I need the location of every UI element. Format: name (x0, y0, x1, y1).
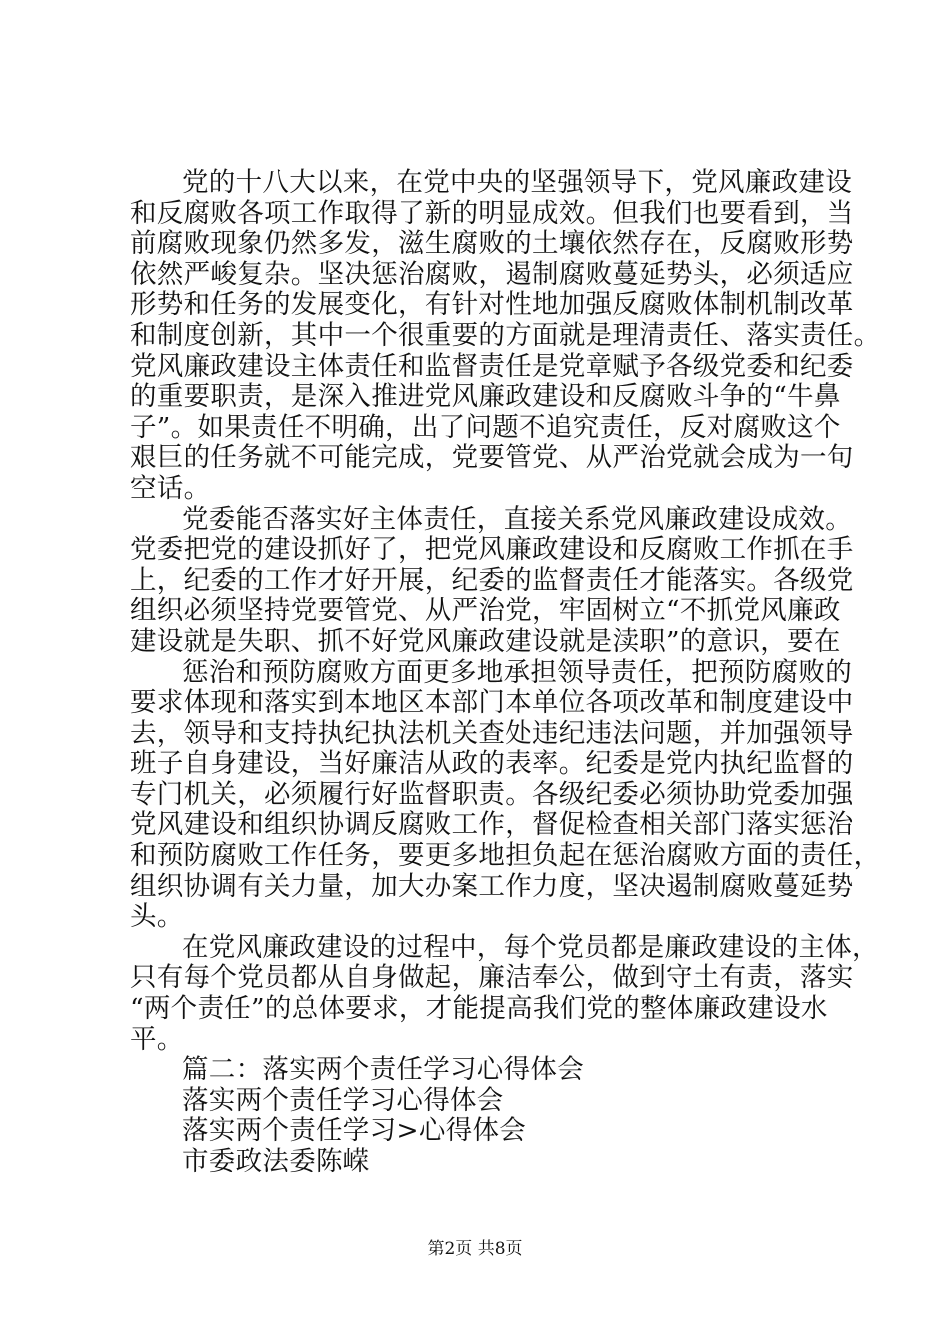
text-line: 和制度创新，其中一个很重要的方面就是理清责任、落实责任。 (130, 319, 881, 351)
text-line: 在党风廉政建设的过程中，每个党员都是廉政建设的主体， (182, 931, 879, 963)
text-line: 子”。如果责任不明确，出了问题不追究责任，反对腐败这个 (130, 411, 841, 443)
text-line: “两个责任”的总体要求，才能提高我们党的整体廉政建设水 (130, 993, 828, 1025)
text-line: 前腐败现象仍然多发，滋生腐败的土壤依然存在，反腐败形势 (130, 228, 854, 260)
text-line: 党委把党的建设抓好了，把党风廉政建设和反腐败工作抓在手 (130, 534, 854, 566)
text-line: 党委能否落实好主体责任，直接关系党风廉政建设成效。 (182, 503, 852, 535)
text-line: 上，纪委的工作才好开展，纪委的监督责任才能落实。各级党 (130, 564, 854, 596)
text-line: 艰巨的任务就不可能完成，党要管党、从严治党就会成为一句 (130, 442, 854, 474)
text-line: 专门机关，必须履行好监督职责。各级纪委必须协助党委加强 (130, 778, 854, 810)
text-line: 党的十八大以来，在党中央的坚强领导下，党风廉政建设 (182, 167, 852, 198)
text-line: 头。 (130, 901, 184, 933)
text-line: 班子自身建设，当好廉洁从政的表率。纪委是党内执纪监督的 (130, 748, 854, 780)
text-line: 要求体现和落实到本地区本部门本单位各项改革和制度建设中 (130, 687, 854, 719)
text-line: 只有每个党员都从自身做起，廉洁奉公，做到守土有责，落实 (130, 962, 854, 994)
text-line: 组织协调有关力量，加大办案工作力度，坚决遏制腐败蔓延势 (130, 870, 854, 902)
text-line: 依然严峻复杂。坚决惩治腐败，遏制腐败蔓延势头，必须适应 (130, 258, 854, 290)
document-body (130, 167, 881, 1178)
text-line: 惩治和预防腐败方面更多地承担领导责任，把预防腐败的 (182, 656, 852, 688)
text-line: 形势和任务的发展变化，有针对性地加强反腐败体制机制改革 (130, 289, 854, 321)
text-line: 和预防腐败工作任务，要更多地担负起在惩治腐败方面的责任， (130, 840, 881, 872)
text-line: 的重要职责，是深入推进党风廉政建设和反腐败斗争的“牛鼻 (130, 381, 841, 413)
text-line: 落实两个责任学习心得体会 (182, 1084, 504, 1116)
page-footer: 第2页 共8页 (427, 1239, 523, 1259)
text-line: 去，领导和支持执纪执法机关查处违纪违法问题，并加强领导 (130, 717, 854, 749)
text-line: 落实两个责任学习>心得体会 (182, 1115, 527, 1147)
text-line: 党风廉政建设主体责任和监督责任是党章赋予各级党委和纪委 (130, 350, 854, 382)
text-line: 建设就是失职、抓不好党风廉政建设就是渎职”的意识，要在 (130, 625, 841, 657)
text-line: 和反腐败各项工作取得了新的明显成效。但我们也要看到，当 (130, 197, 854, 229)
text-line: 空话。 (130, 472, 211, 504)
text-line: 党风建设和组织协调反腐败工作，督促检查相关部门落实惩治 (130, 809, 854, 841)
text-line: 组织必须坚持党要管党、从严治党，牢固树立“不抓党风廉政 (130, 595, 841, 627)
text-line: 篇二：落实两个责任学习心得体会 (182, 1054, 584, 1086)
text-line: 平。 (130, 1023, 184, 1055)
text-line: 市委政法委陈嵘 (182, 1146, 370, 1177)
